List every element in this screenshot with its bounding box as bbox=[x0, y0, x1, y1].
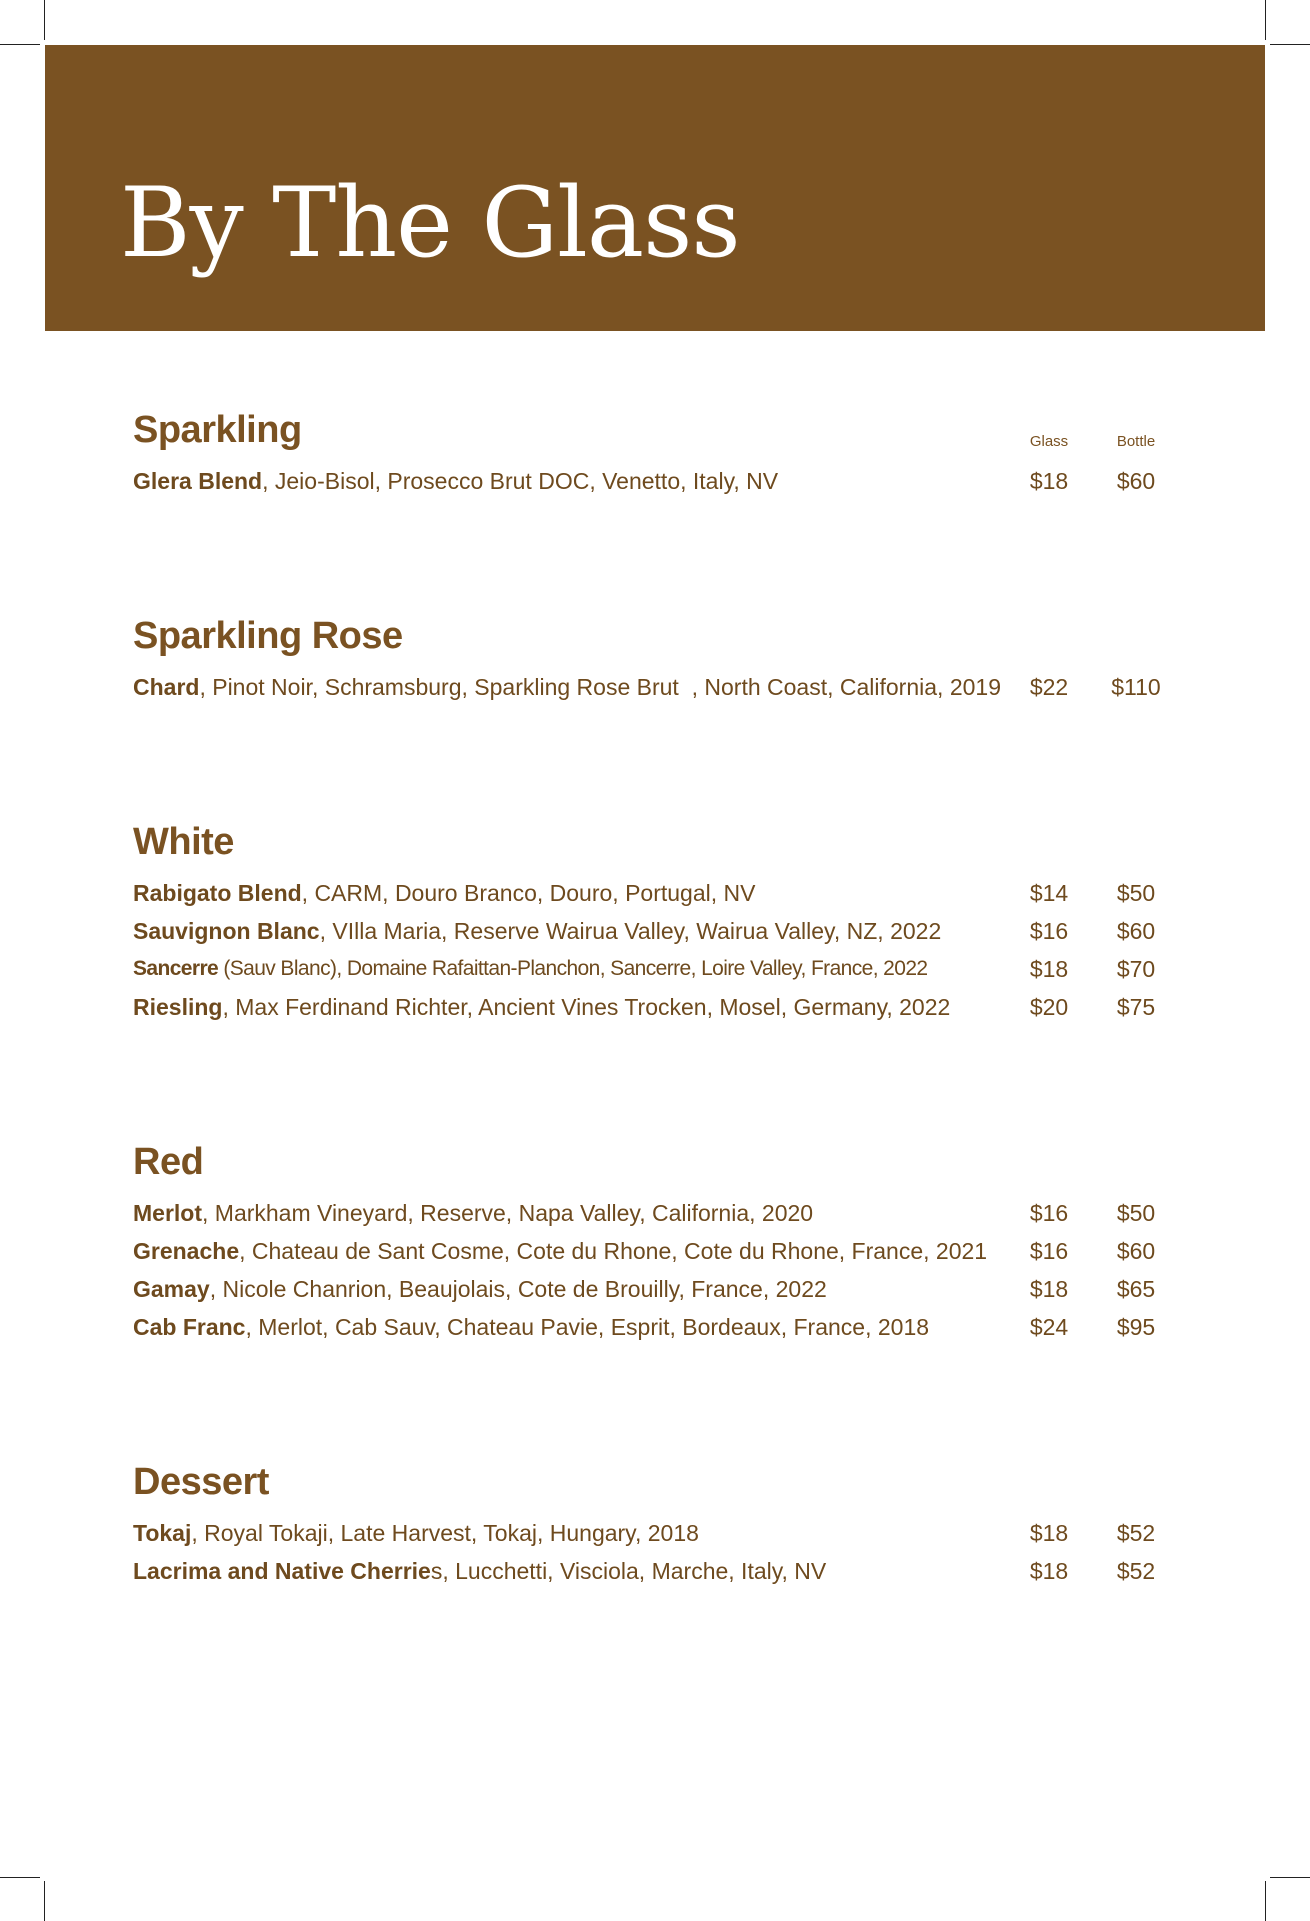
crop-mark bbox=[1270, 44, 1310, 45]
section-title: Dessert bbox=[133, 1461, 269, 1503]
glass-price: $18 bbox=[1029, 468, 1069, 494]
section-header bbox=[133, 1463, 1178, 1519]
wine-description bbox=[133, 1519, 699, 1547]
crop-mark bbox=[44, 0, 45, 40]
glass-price: $16 bbox=[1029, 918, 1069, 944]
crop-mark bbox=[1265, 0, 1266, 40]
wine-row bbox=[133, 1557, 1178, 1595]
wine-details: , Chateau de Sant Cosme, Cote du Rhone, Cote du Rhone, France, 2021 bbox=[239, 1238, 988, 1264]
section-header bbox=[133, 411, 1178, 467]
wine-name: Tokaj bbox=[133, 1520, 192, 1546]
wine-name: Glera Blend bbox=[133, 468, 263, 494]
bottle-price: $50 bbox=[1116, 880, 1156, 906]
glass-price: $14 bbox=[1029, 880, 1069, 906]
crop-mark bbox=[0, 1877, 40, 1878]
glass-price: $22 bbox=[1029, 674, 1069, 700]
wine-row bbox=[133, 879, 1178, 917]
wine-row bbox=[133, 673, 1178, 711]
section-header bbox=[133, 823, 1178, 879]
wine-details: , Pinot Noir, Schramsburg, Sparkling Rose Brut , North Coast, California, 2019 bbox=[199, 674, 1001, 700]
section-sparkling-rose bbox=[133, 617, 1178, 711]
section-title: Sparkling bbox=[133, 409, 302, 451]
wine-details: , Max Ferdinand Richter, Ancient Vines Trocken, Mosel, Germany, 2022 bbox=[222, 994, 951, 1020]
wine-row bbox=[133, 917, 1178, 955]
glass-price: $20 bbox=[1029, 994, 1069, 1020]
crop-mark bbox=[44, 1881, 45, 1921]
wine-description bbox=[133, 955, 928, 983]
wine-details: , CARM, Douro Branco, Douro, Portugal, NV bbox=[301, 880, 756, 906]
bottle-price: $50 bbox=[1116, 1200, 1156, 1226]
wine-name: Chard bbox=[133, 674, 200, 700]
wine-row bbox=[133, 1275, 1178, 1313]
bottle-price: $52 bbox=[1116, 1520, 1156, 1546]
page-title: By The Glass bbox=[120, 167, 740, 279]
wine-description bbox=[133, 993, 950, 1021]
wine-row bbox=[133, 1237, 1178, 1275]
wine-description bbox=[133, 1199, 813, 1227]
bottle-column-header: Bottle bbox=[1116, 433, 1156, 450]
glass-price: $16 bbox=[1029, 1238, 1069, 1264]
section-title: White bbox=[133, 821, 234, 863]
wine-description bbox=[133, 1557, 826, 1585]
wine-details: , Nicole Chanrion, Beaujolais, Cote de Brouilly, France, 2022 bbox=[209, 1276, 827, 1302]
section-red bbox=[133, 1143, 1178, 1351]
wine-row bbox=[133, 955, 1178, 993]
wine-name: Riesling bbox=[133, 994, 223, 1020]
glass-price: $18 bbox=[1029, 1558, 1069, 1584]
section-white bbox=[133, 823, 1178, 1031]
wine-name: Grenache bbox=[133, 1238, 240, 1264]
wine-name: Sancerre bbox=[133, 957, 219, 980]
wine-details: , Merlot, Cab Sauv, Chateau Pavie, Esprit, Bordeaux, France, 2018 bbox=[245, 1314, 930, 1340]
wine-row bbox=[133, 1199, 1178, 1237]
wine-name: Merlot bbox=[133, 1200, 202, 1226]
wine-details: , VIlla Maria, Reserve Wairua Valley, Wairua Valley, NZ, 2022 bbox=[319, 918, 942, 944]
wine-details: , Royal Tokaji, Late Harvest, Tokaj, Hungary, 2018 bbox=[191, 1520, 699, 1546]
crop-mark bbox=[0, 44, 40, 45]
section-header bbox=[133, 1143, 1178, 1199]
wine-description bbox=[133, 673, 1001, 701]
glass-column-header: Glass bbox=[1029, 433, 1069, 450]
wine-details: , Jeio-Bisol, Prosecco Brut DOC, Venetto, Italy, NV bbox=[262, 468, 779, 494]
glass-price: $18 bbox=[1029, 956, 1069, 982]
section-header bbox=[133, 617, 1178, 673]
glass-price: $16 bbox=[1029, 1200, 1069, 1226]
wine-description bbox=[133, 879, 755, 907]
wine-name: Cab Franc bbox=[133, 1314, 246, 1340]
bottle-price: $65 bbox=[1116, 1276, 1156, 1302]
wine-name: Sauvignon Blanc bbox=[133, 918, 320, 944]
wine-description bbox=[133, 1275, 827, 1303]
bottle-price: $52 bbox=[1116, 1558, 1156, 1584]
bottle-price: $110 bbox=[1111, 674, 1161, 700]
bottle-price: $75 bbox=[1116, 994, 1156, 1020]
wine-description bbox=[133, 917, 941, 945]
wine-details: (Sauv Blanc), Domaine Rafaittan-Planchon, Sancerre, Loire Valley, France, 2022 bbox=[218, 957, 928, 980]
wine-description bbox=[133, 1237, 987, 1265]
wine-row bbox=[133, 1313, 1178, 1351]
wine-row bbox=[133, 1519, 1178, 1557]
wine-details: , Markham Vineyard, Reserve, Napa Valley, California, 2020 bbox=[202, 1200, 814, 1226]
section-dessert bbox=[133, 1463, 1178, 1595]
section-title: Sparkling Rose bbox=[133, 615, 403, 657]
wine-description bbox=[133, 467, 778, 495]
bottle-price: $60 bbox=[1116, 918, 1156, 944]
bottle-price: $60 bbox=[1116, 1238, 1156, 1264]
glass-price: $18 bbox=[1029, 1276, 1069, 1302]
wine-name: Lacrima and Native Cherrie bbox=[133, 1558, 431, 1584]
wine-description bbox=[133, 1313, 929, 1341]
section-title: Red bbox=[133, 1141, 204, 1183]
glass-price: $24 bbox=[1029, 1314, 1069, 1340]
bottle-price: $95 bbox=[1116, 1314, 1156, 1340]
wine-details: s, Lucchetti, Visciola, Marche, Italy, NV bbox=[430, 1558, 827, 1584]
crop-mark bbox=[1265, 1881, 1266, 1921]
bottle-price: $60 bbox=[1116, 468, 1156, 494]
wine-name: Rabigato Blend bbox=[133, 880, 302, 906]
crop-mark bbox=[1270, 1877, 1310, 1878]
bottle-price: $70 bbox=[1116, 956, 1156, 982]
wine-name: Gamay bbox=[133, 1276, 210, 1302]
section-sparkling bbox=[133, 411, 1178, 505]
wine-row bbox=[133, 467, 1178, 505]
wine-row bbox=[133, 993, 1178, 1031]
glass-price: $18 bbox=[1029, 1520, 1069, 1546]
title-banner bbox=[45, 45, 1265, 331]
